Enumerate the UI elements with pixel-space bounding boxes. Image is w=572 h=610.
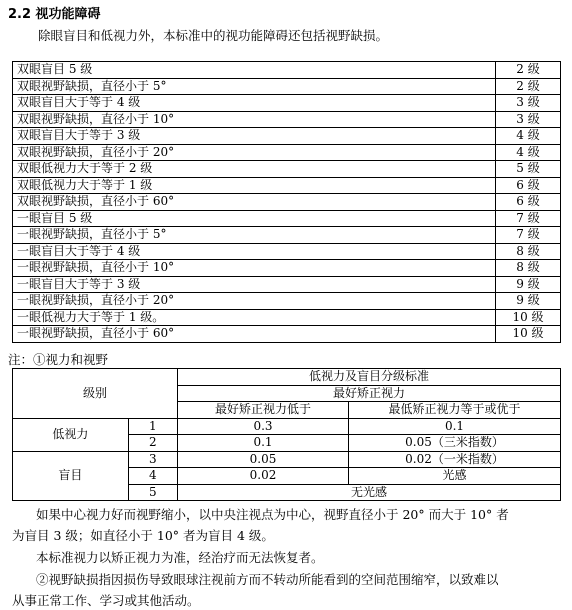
grade-cell: 10 级 — [496, 309, 561, 326]
table-row — [13, 95, 561, 112]
condition-cell: 双眼盲目大于等于 3 级 — [13, 128, 496, 145]
condition-cell: 双眼视野缺损，直径小于 10° — [13, 111, 496, 128]
table-row — [13, 177, 561, 194]
section-title: 2.2 视功能障碍 — [8, 7, 101, 22]
paragraph-3-line-2: 从事正常工作、学习或其他活动。 — [12, 593, 200, 608]
condition-cell: 双眼低视力大于等于 2 级 — [13, 161, 496, 178]
table-row — [13, 144, 561, 161]
merged-cell: 无光感 — [178, 484, 561, 501]
condition-cell: 双眼视野缺损，直径小于 5° — [13, 78, 496, 95]
table-row — [13, 326, 561, 343]
table-row — [13, 243, 561, 260]
upper-cell: 光感 — [349, 468, 561, 485]
table-row — [13, 276, 561, 293]
upper-cell: 0.1 — [349, 418, 561, 435]
table-row — [13, 161, 561, 178]
table-row — [13, 62, 561, 79]
sub-header: 最好矫正视力 — [178, 385, 561, 402]
condition-cell: 一眼视野缺损，直径小于 5° — [13, 227, 496, 244]
grade-cell: 5 级 — [496, 161, 561, 178]
lower-cell: 0.3 — [178, 418, 349, 435]
condition-cell: 双眼视野缺损，直径小于 20° — [13, 144, 496, 161]
note-label: 注：①视力和视野 — [8, 352, 109, 367]
table-row — [13, 111, 561, 128]
grade-cell: 7 级 — [496, 227, 561, 244]
upper-cell: 0.02（一米指数） — [349, 451, 561, 468]
condition-cell: 一眼低视力大于等于 1 级。 — [13, 309, 496, 326]
condition-cell: 一眼视野缺损，直径小于 10° — [13, 260, 496, 277]
table-row — [13, 293, 561, 310]
condition-cell: 双眼低视力大于等于 1 级 — [13, 177, 496, 194]
level-cell: 1 — [128, 418, 177, 435]
category-header: 级别 — [13, 369, 178, 419]
grade-cell: 3 级 — [496, 111, 561, 128]
grade-cell: 9 级 — [496, 276, 561, 293]
grade-cell: 7 级 — [496, 210, 561, 227]
vision-classification-table — [12, 368, 561, 501]
grade-cell: 8 级 — [496, 243, 561, 260]
paragraph-3-line-1: ②视野缺损指因损伤导致眼球注视前方而不转动所能看到的空间范围缩窄，以致难以 — [36, 572, 499, 587]
condition-cell: 一眼视野缺损，直径小于 20° — [13, 293, 496, 310]
paragraph-1-line-1: 如果中心视力好而视野缩小，以中央注视点为中心，视野直径小于 20° 而大于 10° 者 — [36, 507, 509, 522]
level-cell: 5 — [128, 484, 177, 501]
table-row — [13, 210, 561, 227]
condition-cell: 双眼盲目 5 级 — [13, 62, 496, 79]
paragraph-2: 本标准视力以矫正视力为准，经治疗而无法恢复者。 — [36, 550, 324, 565]
paragraph-1-line-2: 为盲目 3 级；如直径小于 10° 者为盲目 4 级。 — [12, 528, 274, 543]
lower-cell: 0.1 — [178, 435, 349, 452]
level-cell: 3 — [128, 451, 177, 468]
table-row — [13, 309, 561, 326]
grade-cell: 4 级 — [496, 128, 561, 145]
lower-cell: 0.02 — [178, 468, 349, 485]
group-blind: 盲目 — [13, 451, 129, 501]
table-title: 低视力及盲目分级标准 — [178, 369, 561, 386]
condition-cell: 一眼盲目大于等于 3 级 — [13, 276, 496, 293]
table-row — [13, 78, 561, 95]
intro-paragraph: 除眼盲目和低视力外，本标准中的视功能障碍还包括视野缺损。 — [38, 28, 389, 43]
table-row — [13, 128, 561, 145]
level-cell: 4 — [128, 468, 177, 485]
grade-cell: 6 级 — [496, 177, 561, 194]
condition-cell: 一眼盲目 5 级 — [13, 210, 496, 227]
condition-cell: 双眼盲目大于等于 4 级 — [13, 95, 496, 112]
grade-cell: 6 级 — [496, 194, 561, 211]
grade-cell: 4 级 — [496, 144, 561, 161]
condition-cell: 双眼视野缺损，直径小于 60° — [13, 194, 496, 211]
grade-cell: 2 级 — [496, 62, 561, 79]
disability-grade-table — [12, 61, 561, 343]
condition-cell: 一眼盲目大于等于 4 级 — [13, 243, 496, 260]
group-low-vision: 低视力 — [13, 418, 129, 451]
grade-cell: 3 级 — [496, 95, 561, 112]
grade-cell: 8 级 — [496, 260, 561, 277]
condition-cell: 一眼视野缺损，直径小于 60° — [13, 326, 496, 343]
upper-cell: 0.05（三米指数） — [349, 435, 561, 452]
level-cell: 2 — [128, 435, 177, 452]
table-row — [13, 227, 561, 244]
grade-cell: 9 级 — [496, 293, 561, 310]
grade-cell: 10 级 — [496, 326, 561, 343]
lower-cell: 0.05 — [178, 451, 349, 468]
table-row — [13, 260, 561, 277]
col-header-upper: 最低矫正视力等于或优于 — [349, 402, 561, 419]
col-header-lower: 最好矫正视力低于 — [178, 402, 349, 419]
table-row — [13, 194, 561, 211]
grade-cell: 2 级 — [496, 78, 561, 95]
